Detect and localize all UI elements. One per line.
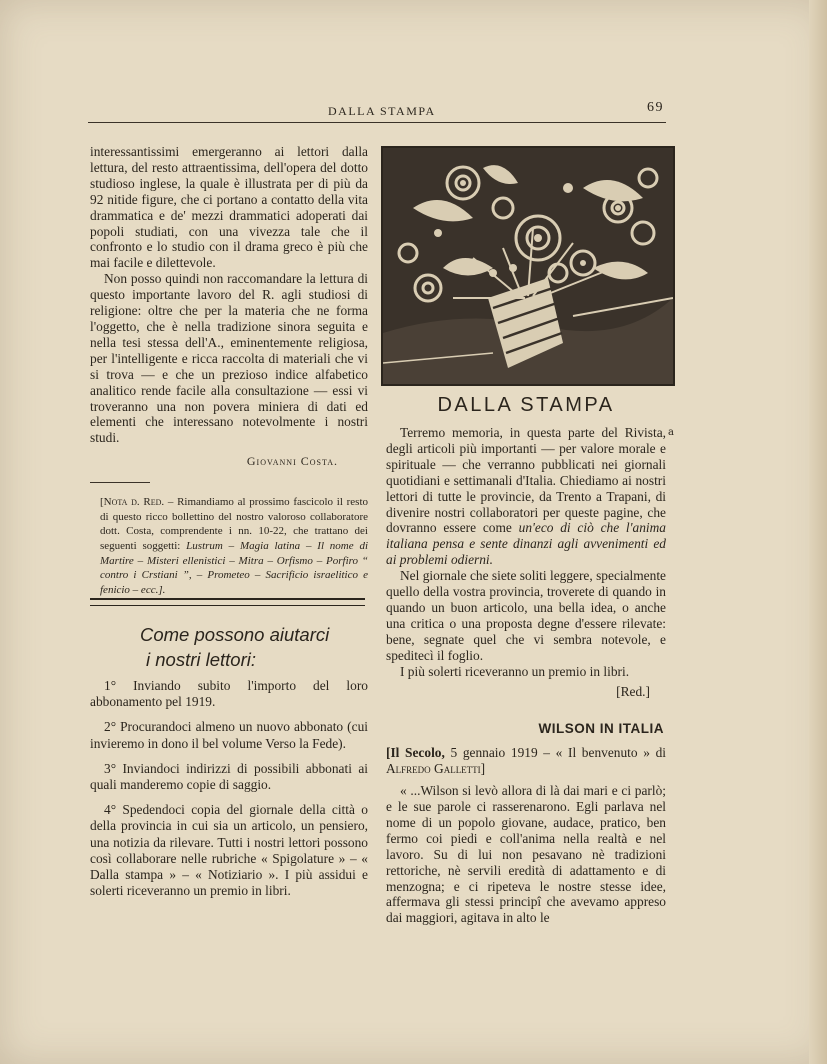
list-item: 4° Spedendoci copia del giornale della città o della provincia in cui sia un articolo, un pensiero, una notizia da rilevare. Tutti i nostri lettori possono così collaborare nelle rubriche « Spigolature » – « Dalla stampa » – « Notiziario ». I più assidui e solerti riceveranno un premio in libri. xyxy=(90,802,368,899)
note-topics: Lustrum – Magia latina – Il nome di Martire – Misteri ellenistici – Mitra – Orfismo – Porfiro “ contro i Crstiani ”, – Prometeo – Sacrificio israelitico e fenicio – ecc.]. xyxy=(100,539,369,596)
section-title xyxy=(140,622,370,672)
red-signature: [Red.] xyxy=(616,683,650,699)
intro-paragraph xyxy=(386,425,666,568)
section-title-line2: i nostri lettori: xyxy=(146,649,257,670)
double-rule xyxy=(90,598,365,606)
signature: Giovanni Costa. xyxy=(246,454,338,469)
right-column xyxy=(386,425,666,926)
source-details: 5 gennaio 1919 – « Il benvenuto » di xyxy=(444,745,666,761)
intro-italic: un'eco di ciò che l'anima italiana pensa e sente dinanzi agli avvenimenti ed ai problemi odierni. xyxy=(386,520,666,568)
article-source xyxy=(386,745,666,777)
section-title-line1: Come possono aiutarci xyxy=(140,624,330,645)
paragraph-continuation: interessantissimi emergeranno ai lettori dalla lettura, del resto attraentissima, dell'opera del dotto studioso inglese, la quale è illustrata per di più da 92 nitide figure, che ci portano a contatto della vita drammatica e de' mezzi drammatici adoperati dai popoli studiati, con una vivezza tale che il confronto e lo studio con il drama greco è più che mai facile e dilettevole. xyxy=(90,144,368,271)
list-item: 3° Inviandoci indirizzi di possibili abbonati ai quali manderemo copie di saggio. xyxy=(90,760,368,793)
margin-mark: a xyxy=(668,427,674,438)
help-list xyxy=(90,678,368,908)
source-paper: [Il Secolo, xyxy=(386,745,445,761)
paragraph-recommendation: Non posso quindi non raccomandare la lettura di questo importante lavoro del R. agli studiosi di religione: oltre che per la materia che ne forma l'oggetto, che è nella tradizione sinora seguita e nella tesi stessa dell'A., eminentemente religiosa, per l'intelligente e ricca raccolta di materiali che vi si trova — e che un prezioso indice alfabetico analitico rende facile alla consultazione — essi vi troveranno una non povera miniera di dati ed elementi che interessano notevolmente i nostri studi. xyxy=(90,271,368,446)
page-edge xyxy=(809,0,827,1064)
list-item: 1° Inviando subito l'importo del loro abbonamento pel 1919. xyxy=(90,678,368,710)
flower-bouquet-icon xyxy=(383,148,673,384)
article-title: WILSON IN ITALIA xyxy=(538,721,664,737)
list-item: 2° Procurandoci almeno un nuovo abbonato (cui invieremo in dono il bel volume Verso la Fede). xyxy=(90,719,368,751)
article-quote: « ...Wilson si levò allora di là dai mari e ci parlò; e le sue parole ci rasserenarono. Egli parlava nel nome di un popolo giovane, audace, pratico, ben fermo coi piedi e coll'anima nella realtà e nel lavoro. Su di lui non pesavano nè tradizioni rettoriche, nè servili eredità di adattamento e di menzogna; e ci ripeteva le nostre stesse idee, affermava gli stessi principî che avevamo appreso dai maggiori, agitava in alto le xyxy=(386,783,666,926)
running-title: DALLA STAMPA xyxy=(328,104,436,118)
note-body: – Rimandiamo al prossimo fascicolo il resto di questo ricco bollettino del nostro valoroso collaboratore dott. Costa, comprendente i nn. 10-22, che trattano dei seguenti soggetti: xyxy=(100,496,368,552)
column-title: DALLA STAMPA xyxy=(437,394,615,416)
intro-text: Terremo memoria, in questa parte del Rivista, degli articoli più importanti — per valore morale e spirituale — che verranno pubblicati nei giornali quotidiani e settimanali d'Italia. Chiediamo ai nostri lettori di tutte le provincie, da Trento a Trapani, di divenire nostri collaboratori per queste pagine, che dovranno essere come xyxy=(386,425,666,536)
note-head: [Nota d. Red. xyxy=(100,496,165,509)
page-number: 69 xyxy=(647,100,664,115)
left-column xyxy=(90,144,368,597)
editor-note xyxy=(100,495,368,597)
short-rule xyxy=(90,482,150,483)
paragraph-prize: I più solerti riceveranno un premio in libri. xyxy=(400,663,630,679)
paragraph-newspaper: Nel giornale che siete soliti leggere, specialmente quello della vostra provincia, troverete di quando in quando un buon articolo, una bella idea, o anche una critica o una proposta degne d'essere rilevate: bene, segnate quel che vi sembra notevole, e speditecì il foglio. xyxy=(386,568,666,663)
woodcut-illustration xyxy=(381,146,675,386)
source-author: Alfredo Galletti] xyxy=(386,761,486,777)
header-rule xyxy=(88,122,666,123)
